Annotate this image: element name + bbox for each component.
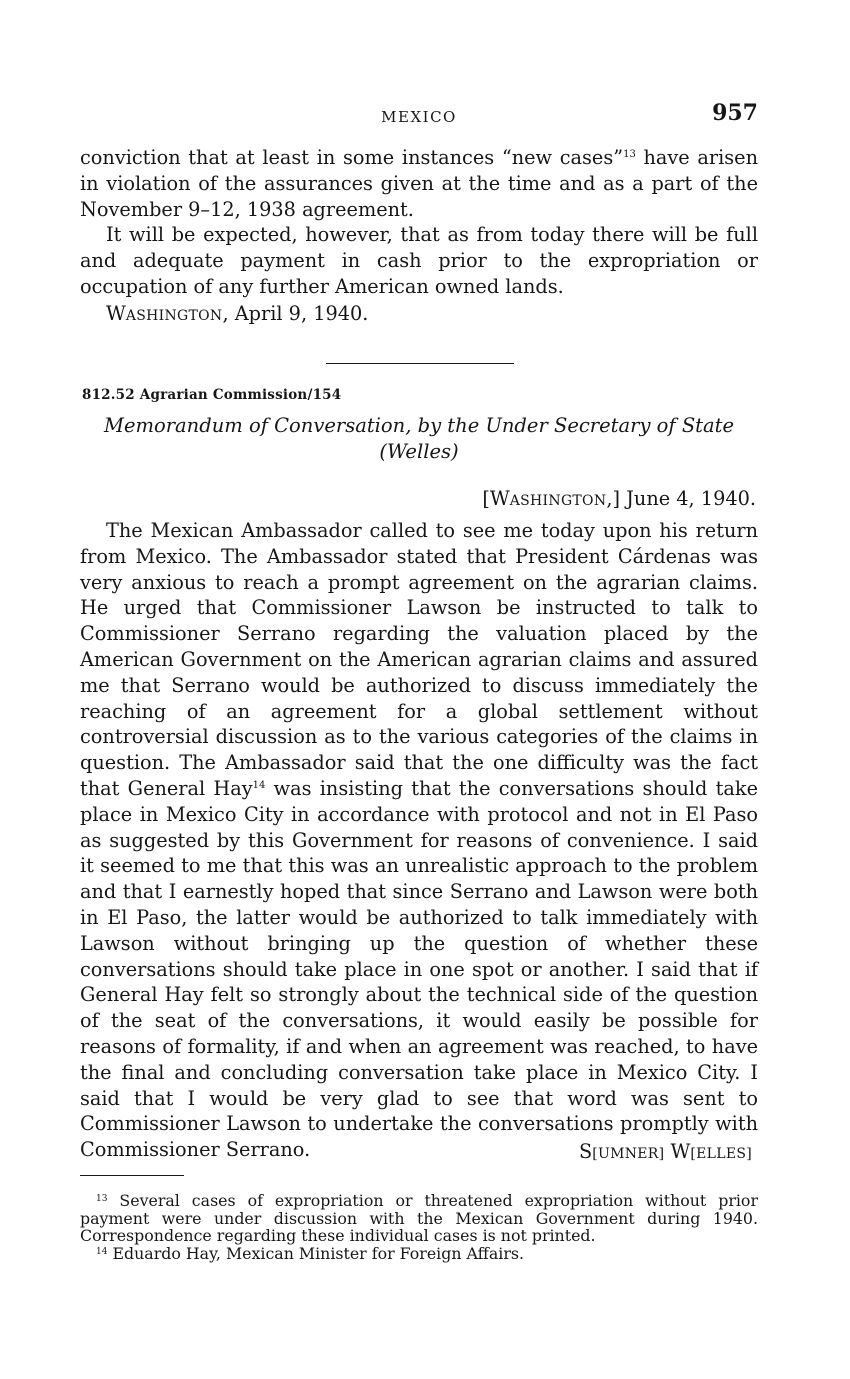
payment-paragraph: It will be expected, however, that as from today there will be full and adequate payment in cash prior to the expropriation or occupation of any further American owned lands.	[80, 223, 758, 298]
running-title: MEXICO	[381, 108, 457, 126]
dateline-initial: W	[489, 487, 510, 510]
dateline-date: ,] June 4, 1940.	[606, 487, 756, 510]
paragraph-text: was insisting that the conversations should take place in Mexico City in accordance with protocol and not in El Paso as suggested by this Government for reasons of convenience. I said it seemed to me that this was an unrealistic approach to the problem and that I earnestly hoped that since Serrano and Lawson were both in El Paso, the latter would be authorized to talk immediately with Lawson without bringing up the question of whether these conversations should take place in one spot or another. I said that if General Hay felt so strongly about the technical side of the question of the seat of the conversations, it would easily be possible for reasons of formality, if and when an agreement was reached, to have the final and concluding conversation take place in Mexico City. I said that I would be very glad to see that word was sent to Commissioner Lawson to undertake the conversations promptly with Commissioner Serrano.	[80, 776, 758, 1162]
footnote-divider	[80, 1175, 184, 1176]
file-number: 812.52 Agrarian Commission/154	[82, 387, 342, 403]
place-initial: W	[106, 301, 126, 325]
continued-paragraph	[80, 145, 758, 222]
footnote-14	[80, 1245, 758, 1263]
body-paragraph	[80, 518, 758, 1163]
signature	[579, 1140, 752, 1163]
signature-smallcaps: [UMNER]	[592, 1146, 665, 1162]
page-number: 957	[712, 100, 758, 126]
dateline-smallcaps: ASHINGTON	[509, 493, 607, 509]
signature-initial: S	[579, 1140, 593, 1163]
paragraph-text: conviction that at least in some instances “new cases”	[80, 146, 624, 169]
footnote-marker: 14	[96, 1246, 108, 1257]
paragraph-text: have arisen in violation of the assurances given at the time and as a part of the November 9–12, 1938 agreement.	[80, 146, 759, 221]
place-date-line	[80, 301, 758, 330]
place-smallcaps: ASHINGTON	[125, 307, 223, 324]
footnote-text: Eduardo Hay, Mexican Minister for Foreign Affairs.	[107, 1243, 525, 1263]
section-divider	[326, 363, 514, 364]
footnote-13	[80, 1192, 758, 1245]
footnote-ref-13: 13	[623, 149, 636, 160]
continued-text	[80, 145, 758, 330]
dateline-bracket: [	[482, 487, 490, 510]
memorandum-body	[80, 518, 758, 1163]
signature-initial: W	[664, 1140, 691, 1163]
footnote-marker: 13	[96, 1194, 108, 1204]
place-date: , April 9, 1940.	[222, 301, 369, 325]
paragraph-text: The Mexican Ambassador called to see me today upon his return from Mexico. The Ambassador stated that President Cárdenas was very anxious to reach a prompt agreement on the agrarian claims. He urged that Commissioner Lawson be instructed to talk to Commissioner Serrano regarding the valuation placed by the American Government on the American agrarian claims and assured me that Serrano would be authorized to discuss immediately the reaching of an agreement for a global settlement without controversial discussion as to the various categories of the claims in question. The Ambassador said that the one difficulty was the fact that General Hay	[80, 519, 758, 800]
dateline	[482, 487, 756, 510]
footnotes	[80, 1192, 758, 1262]
title-line: Memorandum of Conversation, by the Under Secretary of State	[103, 414, 735, 437]
footnote-ref-14: 14	[252, 779, 266, 791]
running-header	[80, 100, 758, 132]
footnote-text: Several cases of expropriation or threatened expropriation without prior payment were under discussion with the Mexican Government during 1940. Correspondence regarding these individual cases is not printed.	[80, 1191, 758, 1246]
document-title	[80, 413, 758, 465]
title-line: (Welles)	[379, 440, 459, 463]
signature-smallcaps: [ELLES]	[690, 1146, 752, 1162]
